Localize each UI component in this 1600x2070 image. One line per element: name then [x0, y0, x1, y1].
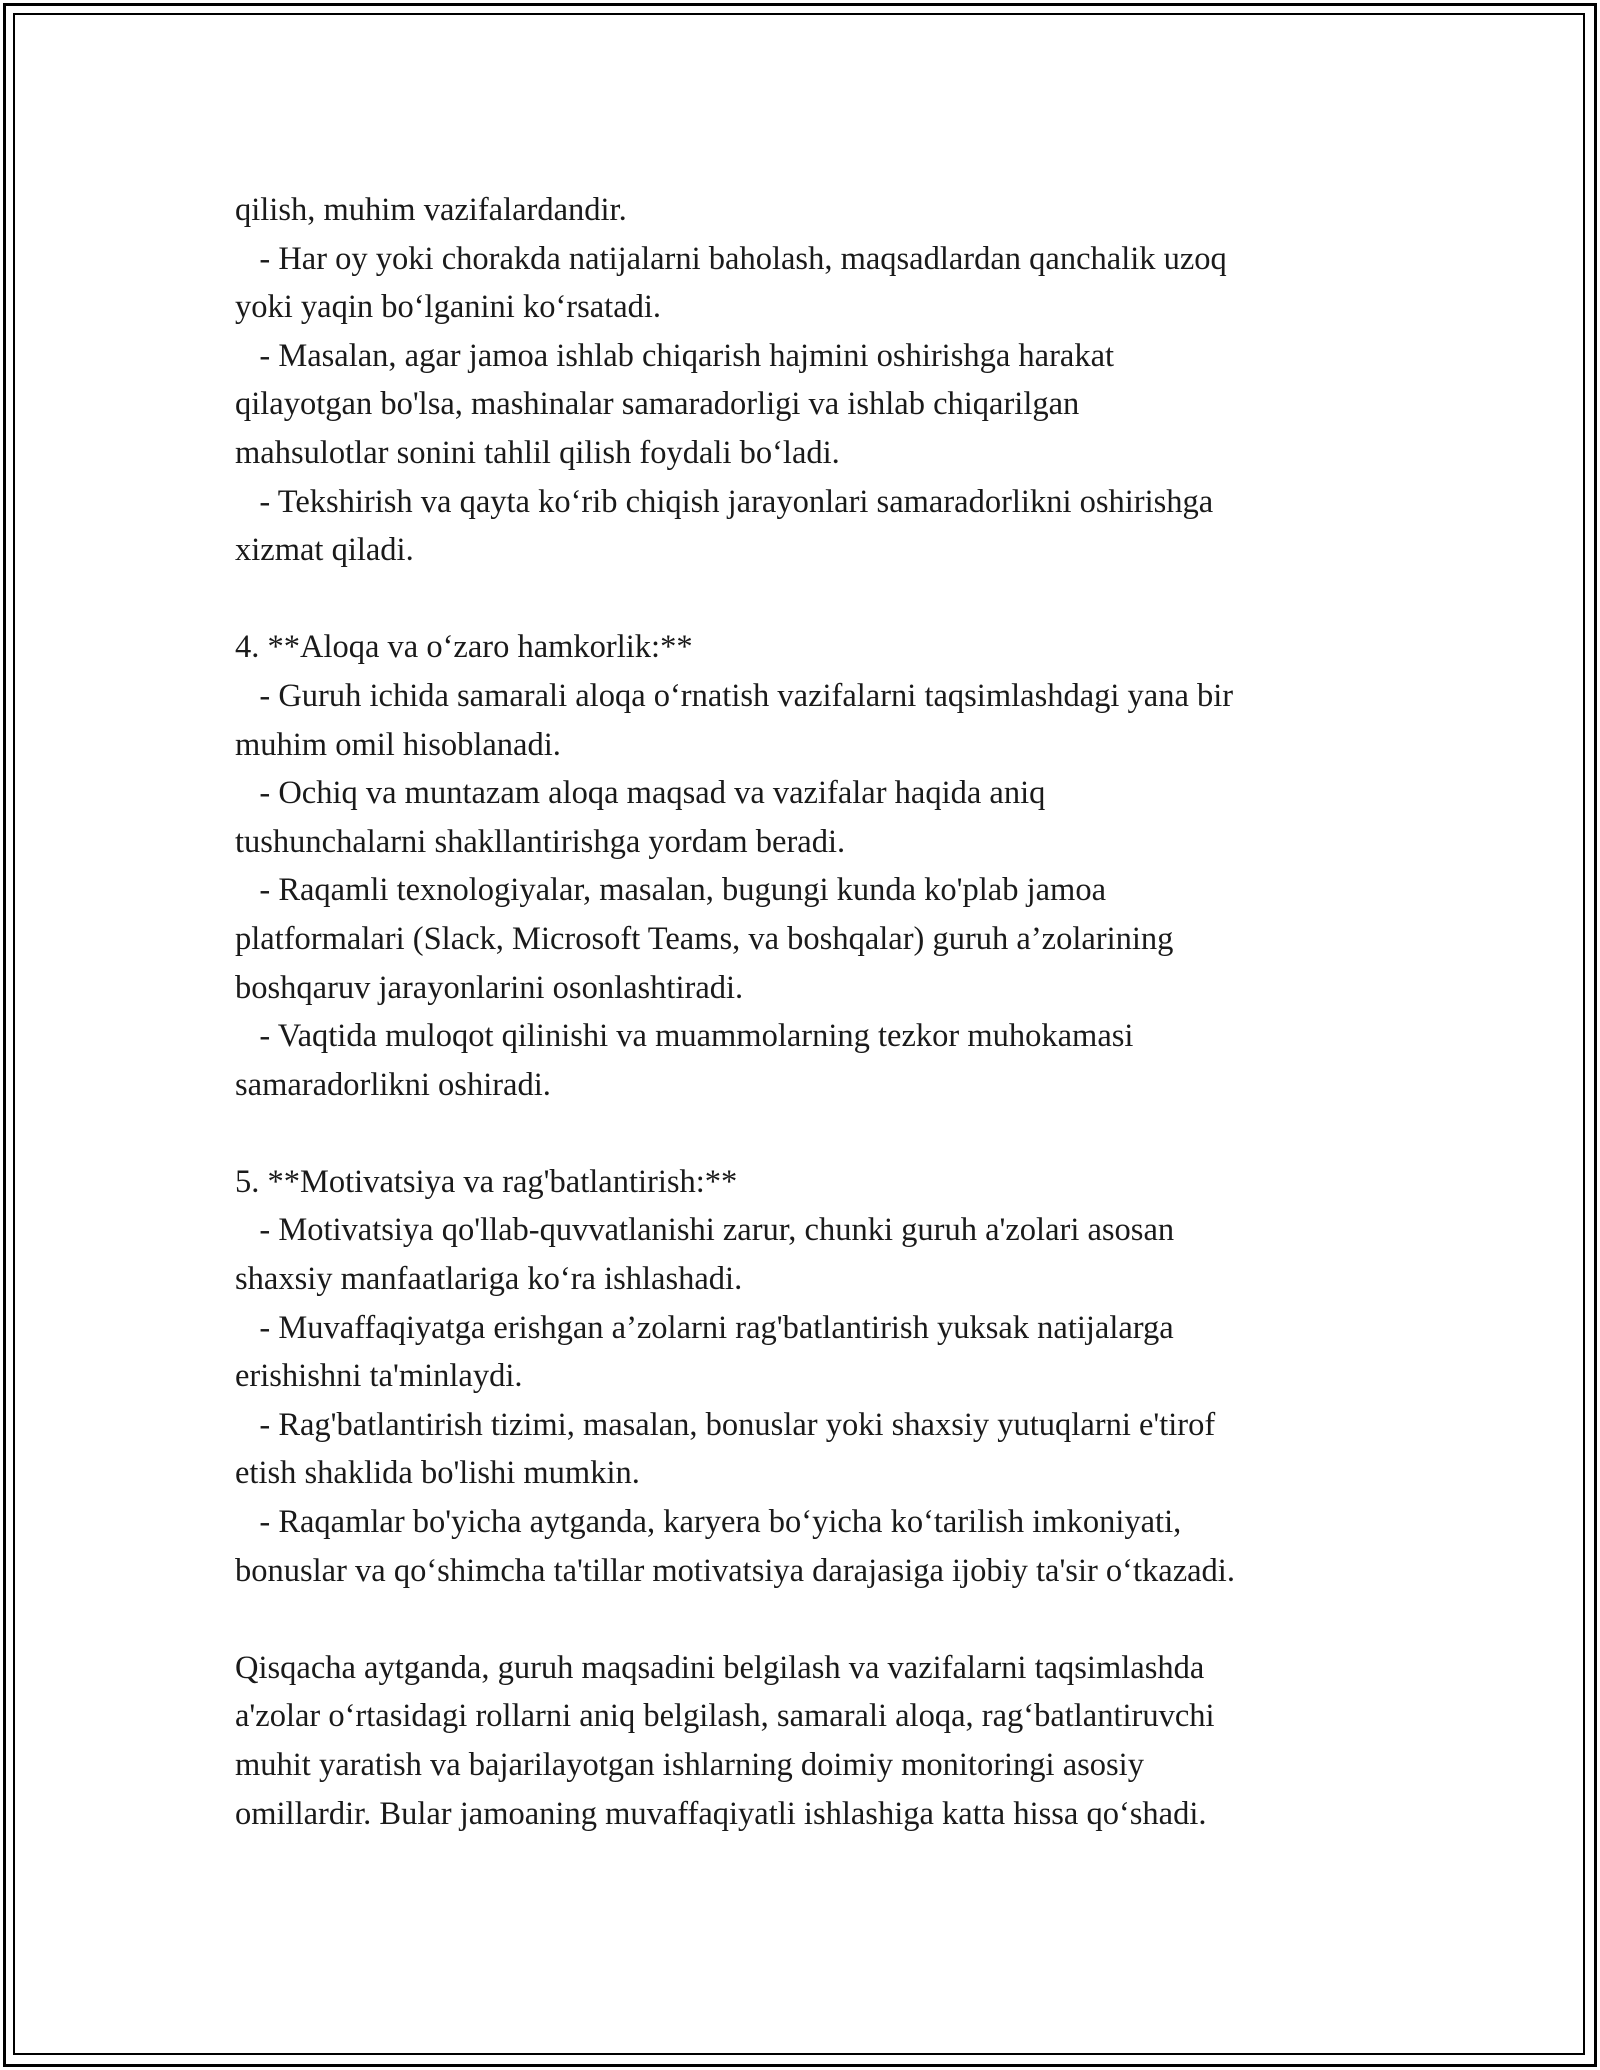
text-line: mahsulotlar sonini tahlil qilish foydali bo‘ladi.: [235, 434, 840, 471]
text-line: tushunchalarni shakllantirishga yordam beradi.: [235, 823, 846, 860]
summary-line: a'zolar o‘rtasidagi rollarni aniq belgilash, samarali aloqa, rag‘batlantiruvchi: [235, 1698, 1215, 1735]
section-heading: 5. **Motivatsiya va rag'batlantirish:**: [235, 1163, 738, 1200]
text-line: - Ochiq va muntazam aloqa maqsad va vazifalar haqida aniq: [235, 775, 1046, 812]
text-line: muhim omil hisoblanadi.: [235, 726, 561, 763]
text-line: xizmat qiladi.: [235, 532, 414, 569]
text-line: - Tekshirish va qayta ko‘rib chiqish jarayonlari samaradorlikni oshirishga: [235, 483, 1214, 520]
text-line: erishishni ta'minlaydi.: [235, 1358, 523, 1395]
text-line: qilayotgan bo'lsa, mashinalar samaradorligi va ishlab chiqarilgan: [235, 386, 1080, 423]
text-line: boshqaruv jarayonlarini osonlashtiradi.: [235, 969, 744, 1006]
summary-line: omillardir. Bular jamoaning muvaffaqiyatli ishlashiga katta hissa qo‘shadi.: [235, 1795, 1207, 1832]
text-line: - Muvaffaqiyatga erishgan a’zolarni rag'batlantirish yuksak natijalarga: [235, 1309, 1174, 1346]
section-heading: 4. **Aloqa va o‘zaro hamkorlik:**: [235, 629, 693, 666]
summary-line: muhit yaratish va bajarilayotgan ishlarning doimiy monitoringi asosiy: [235, 1747, 1144, 1783]
text-line: shaxsiy manfaatlariga ko‘ra ishlashadi.: [235, 1261, 743, 1298]
blank-line: [235, 1595, 1435, 1644]
text-line: - Har oy yoki chorakda natijalarni baholash, maqsadlardan qanchalik uzoq: [235, 240, 1227, 277]
blank-line: [235, 1109, 1435, 1158]
document-body: [235, 186, 1435, 1838]
text-line: - Guruh ichida samarali aloqa o‘rnatish vazifalarni taqsimlashdagi yana bir: [235, 677, 1234, 714]
text-line: bonuslar va qo‘shimcha ta'tillar motivatsiya darajasiga ijobiy ta'sir o‘tkazadi.: [235, 1552, 1235, 1589]
text-line: - Raqamlar bo'yicha aytganda, karyera bo‘yicha ko‘tarilish imkoniyati,: [235, 1504, 1182, 1541]
text-line: - Motivatsiya qo'llab-quvvatlanishi zarur, chunki guruh a'zolari asosan: [235, 1212, 1175, 1249]
text-line: - Rag'batlantirish tizimi, masalan, bonuslar yoki shaxsiy yutuqlarni e'tirof: [235, 1406, 1216, 1443]
text-line: - Raqamli texnologiyalar, masalan, bugungi kunda ko'plab jamoa: [235, 872, 1107, 909]
text-line: - Vaqtida muloqot qilinishi va muammolarning tezkor muhokamasi: [235, 1018, 1134, 1055]
text-line: etish shaklida bo'lishi mumkin.: [235, 1455, 640, 1492]
text-line: yoki yaqin bo‘lganini ko‘rsatadi.: [235, 289, 662, 326]
text-line: - Masalan, agar jamoa ishlab chiqarish hajmini oshirishga harakat: [235, 337, 1115, 374]
text-line: platformalari (Slack, Microsoft Teams, va boshqalar) guruh a’zolarining: [235, 920, 1174, 957]
summary-line: Qisqacha aytganda, guruh maqsadini belgilash va vazifalarni taqsimlashda: [235, 1649, 1205, 1686]
blank-line: [235, 575, 1435, 624]
text-line: qilish, muhim vazifalardandir.: [235, 192, 627, 228]
text-line: samaradorlikni oshiradi.: [235, 1066, 551, 1103]
